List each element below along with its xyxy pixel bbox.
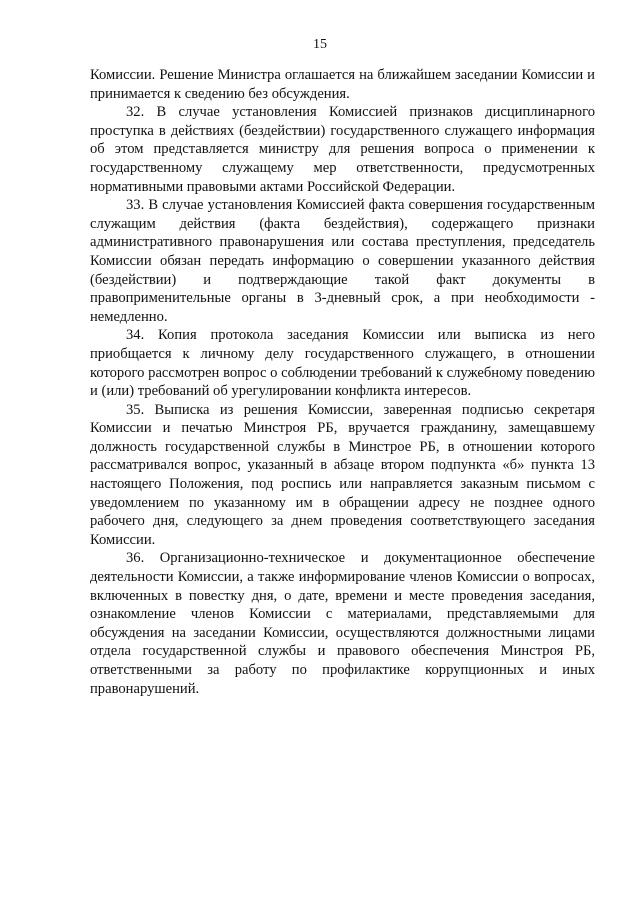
paragraph-36: 36. Организационно-техническое и документационное обеспечение деятельности Комиссии, а также информирование членов Комиссии о вопросах, включенных в повестку дня, о дате, времени и месте проведения заседания, ознакомление членов Комиссии с материалами, представляемыми для обсуждения на заседании Комиссии, осуществляются должностными лицами отдела государственной службы и правового обеспечения Минстроя РБ, ответственными за работу по профилактике коррупционных и иных правонарушений.	[90, 550, 595, 697]
paragraph-34: 34. Копия протокола заседания Комиссии или выписка из него приобщается к личному делу государственного служащего, в отношении которого рассмотрен вопрос о соблюдении требований к служебному поведению и (или) требований об урегулировании конфликта интересов.	[90, 327, 595, 400]
paragraph-32: 32. В случае установления Комиссией признаков дисциплинарного проступка в действиях (бездействии) государственного служащего информация об этом представляется министру для решения вопроса о применении к государственному служащему мер ответственности, предусмотренных нормативными правовыми актами Российской Федерации.	[90, 104, 595, 195]
page-number: 15	[313, 37, 327, 52]
paragraph-33: 33. В случае установления Комиссией факта совершения государственным служащим действия (факта бездействия), содержащего признаки административного правонарушения или состава преступления, председатель Комиссии обязан передать информацию о совершении указанного действия (бездействии) и подтверждающие такой факт документы в правоприменительные органы в 3-дневный срок, а при необходимости - немедленно.	[90, 197, 595, 325]
paragraph-35: 35. Выписка из решения Комиссии, заверенная подписью секретаря Комиссии и печатью Минстроя РБ, вручается гражданину, замещавшему должность государственной службы в Минстрое РБ, в отношении которого рассматривался вопрос, указанный в абзаце втором подпункта «б» пункта 13 настоящего Положения, под роспись или направляется заказным письмом с уведомлением по указанному им в обращении адресу не позднее одного рабочего дня, следующего за днем проведения соответствующего заседания Комиссии.	[90, 401, 595, 548]
paragraph-continuation: Комиссии. Решение Министра оглашается на ближайшем заседании Комиссии и принимается к сведению без обсуждения.	[90, 67, 595, 102]
document-body	[90, 66, 595, 698]
